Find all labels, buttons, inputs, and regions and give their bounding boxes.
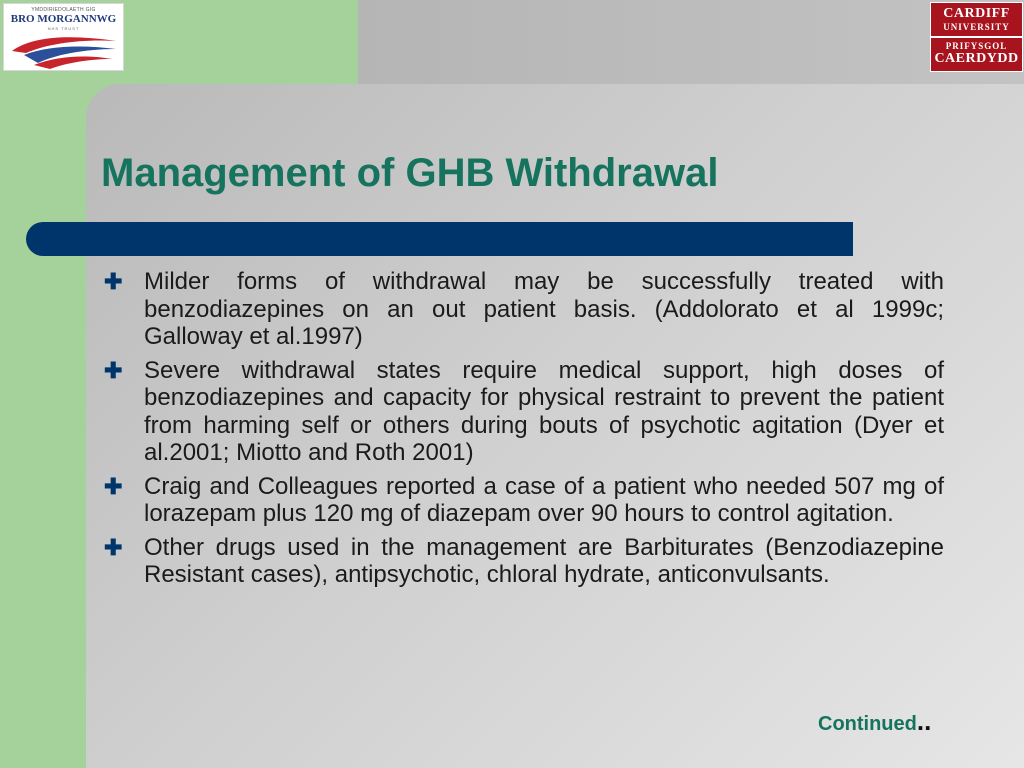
swoosh-icon	[4, 31, 124, 71]
plus-bullet-icon: ✚	[104, 473, 123, 499]
plus-bullet-icon: ✚	[104, 357, 123, 383]
list-item	[104, 357, 946, 467]
continued-dots: ..	[916, 706, 932, 736]
logo-trust-line: NHS TRUST	[47, 26, 80, 31]
plus-bullet-icon: ✚	[104, 269, 123, 294]
logo-band-english	[931, 3, 1022, 36]
title-underline-bar	[26, 222, 853, 256]
logo-prifysgol: PRIFYSGOL	[945, 41, 1008, 51]
list-item	[104, 268, 946, 351]
top-gray-band	[358, 0, 1024, 90]
bullet-text: Milder forms of withdrawal may be successfully treated with benzodiazepines on an out patient basis. (Addolorato et al 1999c; Galloway et al.1997)	[144, 268, 944, 350]
bullet-text: Other drugs used in the management are Barbiturates (Benzodiazepine Resistant cases), antipsychotic, chloral hydrate, anticonvulsants.	[144, 533, 944, 588]
slide-title: Management of GHB Withdrawal	[101, 151, 719, 195]
continued-label	[818, 706, 931, 737]
bullet-text: Craig and Colleagues reported a case of a patient who needed 507 mg of lorazepam plus 120 mg of diazepam over 90 hours to control agitation.	[144, 472, 944, 527]
bro-morgannwg-logo	[3, 3, 124, 71]
list-item	[104, 473, 946, 528]
bullet-text: Severe withdrawal states require medical support, high doses of benzodiazepines and capacity for physical restraint to prevent the patient from harming self or others during bouts of psychotic agitation (Dyer et al.2001; Miotto and Roth 2001)	[144, 356, 944, 466]
logo-caerdydd: CAERDYDD	[934, 51, 1019, 66]
logo-university: UNIVERSITY	[943, 22, 1010, 32]
logo-name: BRO MORGANNWG	[10, 13, 117, 25]
cardiff-university-logo	[930, 2, 1023, 72]
plus-bullet-icon: ✚	[104, 534, 123, 560]
logo-cardiff: CARDIFF	[943, 6, 1010, 21]
bullet-list	[104, 268, 946, 595]
continued-text: Continued	[818, 713, 917, 735]
list-item	[104, 534, 946, 589]
logo-band-welsh	[931, 38, 1022, 71]
logo-welsh-line: YMDDIRIEDOLAETH GIG	[31, 7, 96, 13]
